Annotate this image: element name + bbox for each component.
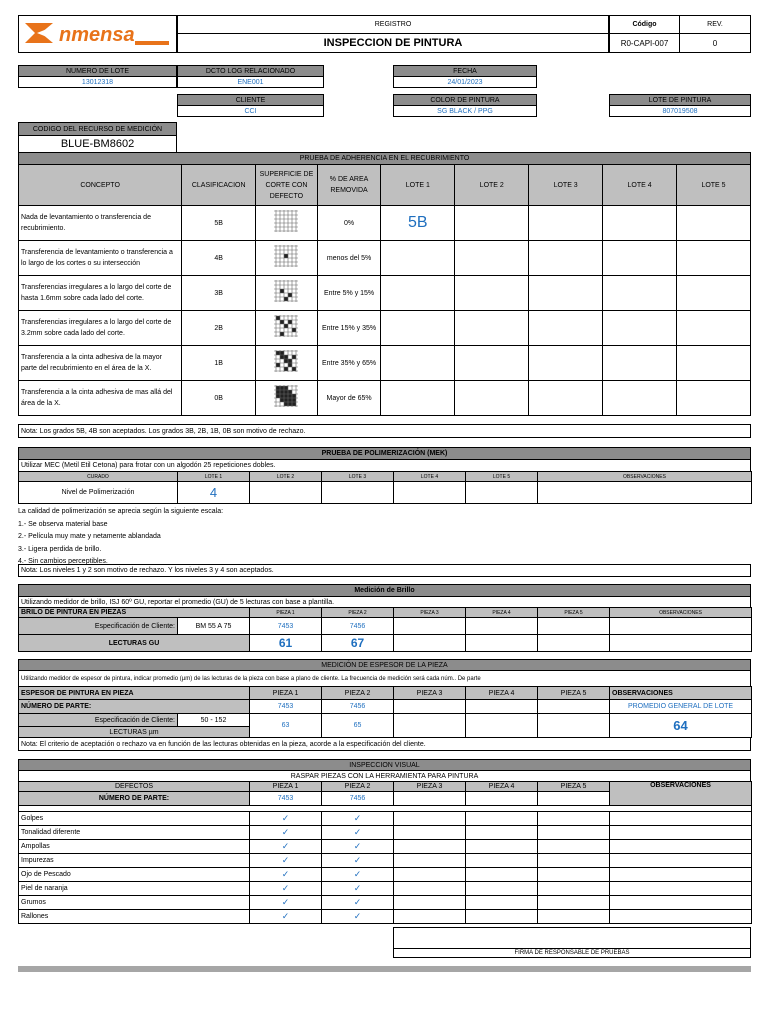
col-pieza-4: PIEZA 4 [466,687,538,700]
escala-intro: La calidad de polimerización se aprecia según la siguiente escala: [18,508,224,515]
defecto-cell[interactable] [610,896,752,910]
defecto-cell[interactable] [394,882,466,896]
color-pintura-value[interactable]: SG BLACK / PPG [393,105,537,117]
codigo-recurso-label: CODIGO DEL RECURSO DE MEDICIÓN [18,122,177,136]
brillo-instruccion: Utilizando medidor de brillo, ISJ 60º GU, reportar el promedio (GU) de 5 lecturas con base a plantilla. [18,596,751,608]
check-icon[interactable]: ✓ [322,840,394,854]
defecto-cell[interactable] [538,868,610,882]
espesor-parte-2[interactable]: 7456 [322,700,394,714]
table-row [19,241,751,276]
footer-bar [18,966,751,972]
defecto-label: Grumos [19,896,250,910]
espesor-numero-parte-label: NÚMERO DE PARTE: [19,700,250,714]
defecto-cell[interactable] [538,840,610,854]
visual-parte-3[interactable] [394,792,466,806]
brillo-lectura-2[interactable]: 67 [322,635,394,652]
col-pieza-1: PIEZA 1 [250,687,322,700]
clasificacion-cell: 5B [182,206,256,241]
clasificacion-cell: 2B [182,311,256,346]
grid-pattern-icon [256,241,318,276]
espesor-parte-3[interactable] [394,700,466,714]
col-lote-1: LOTE 1 [381,165,455,206]
lote-3-cell[interactable] [529,276,603,311]
nivel-lote-5[interactable] [466,482,538,504]
lote-5-cell[interactable] [677,381,751,416]
defecto-cell[interactable] [538,896,610,910]
check-icon[interactable]: ✓ [250,882,322,896]
table-row [19,311,751,346]
defecto-label: Impurezas [19,854,250,868]
brillo-lectura-5[interactable] [538,635,610,652]
nivel-lote-4[interactable] [394,482,466,504]
escala-item: 4.- Sin cambios perceptibles. [18,558,108,565]
col-observaciones: OBSERVACIONES [538,472,752,482]
page-title: INSPECCION DE PINTURA [177,33,609,53]
check-icon[interactable]: ✓ [250,854,322,868]
brillo-lectura-4[interactable] [466,635,538,652]
dcto-value[interactable]: ENE001 [177,76,324,88]
concepto-cell: Nada de levantamiento o transferencia de recubrimiento. [19,206,182,241]
table-row [19,812,752,826]
rev-label: REV. [679,15,751,34]
lote-4-cell[interactable] [603,381,677,416]
col-pieza-4: PIEZA 4 [466,608,538,618]
firma-label: FIRMA DE RESPONSABLE DE PRUEBAS [393,948,751,958]
table-row [19,381,751,416]
col-observaciones: OBSERVACIONES [610,608,752,618]
col-pieza-1: PIEZA 1 [250,782,322,792]
lote-1-result[interactable] [381,276,455,311]
espesor-label: ESPESOR DE PINTURA EN PIEZA [19,687,250,700]
lote-5-cell[interactable] [677,206,751,241]
defecto-cell[interactable] [466,854,538,868]
clasificacion-cell: 1B [182,346,256,381]
table-row [19,868,752,882]
lote-2-cell[interactable] [455,346,529,381]
check-icon[interactable]: ✓ [322,826,394,840]
col-pieza-5: PIEZA 5 [538,608,610,618]
defecto-cell[interactable] [538,826,610,840]
col-defectos: DEFECTOS [19,782,250,792]
adherencia-table [18,164,751,416]
lote-5-cell[interactable] [677,346,751,381]
espesor-parte-1[interactable]: 7453 [250,700,322,714]
grid-pattern-icon [256,311,318,346]
defecto-cell[interactable] [466,882,538,896]
numero-lote-label: NUMERO DE LOTE [18,65,177,77]
col-pieza-2: PIEZA 2 [322,608,394,618]
codigo-label: Código [609,15,680,34]
espesor-instruccion: Utilizando medidor de espesor de pintura, indicar promedio (µm) de las lecturas de la pieza con base a plano de cliente. La frecuencia de medición será cada núm.. De parte [18,670,751,687]
table-row [19,882,752,896]
defecto-label: Golpes [19,812,250,826]
table-row [19,826,752,840]
lote-1-result[interactable] [381,381,455,416]
col-lote-5: LOTE 5 [677,165,751,206]
col-curado: CURADO [19,472,178,482]
lote-4-cell[interactable] [603,206,677,241]
check-icon[interactable]: ✓ [322,896,394,910]
escala-list [18,506,518,569]
clasificacion-cell: 4B [182,241,256,276]
defecto-cell[interactable] [466,826,538,840]
lote-4-cell[interactable] [603,276,677,311]
nivel-observaciones[interactable] [538,482,752,504]
col-lote-5: LOTE 5 [466,472,538,482]
pct-cell: Entre 35% y 65% [317,346,381,381]
codigo-recurso-value[interactable]: BLUE-BM8602 [18,135,177,153]
nivel-lote-3[interactable] [322,482,394,504]
registro-label: REGISTRO [177,15,609,34]
header-logo-cell [18,15,177,53]
visual-parte-4[interactable] [466,792,538,806]
cliente-value[interactable]: CCI [177,105,324,117]
concepto-cell: Transferencia a la cinta adhesiva de la mayor parte del recubrimiento en el área de la X. [19,346,182,381]
nivel-polimerizacion-label: Nivel de Polimerización [19,482,178,504]
col-pieza-2: PIEZA 2 [322,782,394,792]
col-area-removida: % DE AREA REMOVIDA [317,165,381,206]
check-icon[interactable]: ✓ [250,910,322,924]
brillo-parte-1[interactable]: 7453 [250,618,322,635]
table-row [19,896,752,910]
brillo-lectura-3[interactable] [394,635,466,652]
visual-parte-5[interactable] [538,792,610,806]
numero-lote-value[interactable]: 13012318 [18,76,177,88]
table-row [19,840,752,854]
svg-text:nmensa: nmensa [59,24,135,46]
lote-4-cell[interactable] [603,346,677,381]
espesor-lectura-2[interactable]: 65 [322,714,394,738]
escala-item: 1.- Se observa material base [18,520,108,528]
defecto-cell[interactable] [466,896,538,910]
lote-2-cell[interactable] [455,206,529,241]
defecto-cell[interactable] [394,812,466,826]
lote-4-cell[interactable] [603,311,677,346]
defecto-label: Rallones [19,910,250,924]
brillo-espec-label: Especificación de Cliente: [19,618,178,635]
brillo-title: Medición de Brillo [18,584,751,597]
defecto-cell[interactable] [610,882,752,896]
dcto-label: DCTO LOG RELACIONADO [177,65,324,77]
defecto-cell[interactable] [538,812,610,826]
pct-cell: Entre 5% y 15% [317,276,381,311]
table-row [19,276,751,311]
espesor-table [18,686,752,738]
col-lote-3: LOTE 3 [529,165,603,206]
pct-cell: Mayor de 65% [317,381,381,416]
codigo-value: R0-CAPI-007 [609,33,680,53]
visual-parte-1[interactable]: 7453 [250,792,322,806]
col-observaciones: OBSERVACIONES [610,687,752,700]
visual-parte-2[interactable]: 7456 [322,792,394,806]
defecto-cell[interactable] [610,910,752,924]
adherencia-title: PRUEBA DE ADHERENCIA EN EL RECUBRIMIENTO [18,152,751,165]
espesor-lectura-5[interactable] [538,714,610,738]
table-row [19,854,752,868]
espesor-title: MEDICIÓN DE ESPESOR DE LA PIEZA [18,659,751,671]
espesor-parte-4[interactable] [466,700,538,714]
brillo-lectura-obs[interactable] [610,635,752,652]
espesor-espec-value: 50 - 152 [178,714,250,727]
table-row [19,206,751,241]
adherencia-nota: Nota: Los grados 5B, 4B son aceptados. Los grados 3B, 2B, 1B, 0B son motivo de rechazo. [18,424,751,438]
clasificacion-cell: 3B [182,276,256,311]
check-icon[interactable]: ✓ [250,896,322,910]
check-icon[interactable]: ✓ [322,868,394,882]
lote-5-cell[interactable] [677,311,751,346]
col-pieza-4: PIEZA 4 [466,782,538,792]
concepto-cell: Transferencia de levantamiento o transferencia a lo largo de los cortes o su intersección [19,241,182,276]
nivel-lote-2[interactable] [250,482,322,504]
lote-2-cell[interactable] [455,276,529,311]
visual-title: INSPECCION VISUAL [18,759,751,771]
fecha-label: FECHA [393,65,537,77]
defecto-cell[interactable] [466,868,538,882]
col-pieza-5: PIEZA 5 [538,687,610,700]
defecto-cell[interactable] [538,882,610,896]
lote-1-result[interactable]: 5B [381,206,455,241]
lote-2-cell[interactable] [455,241,529,276]
lote-4-cell[interactable] [603,241,677,276]
check-icon[interactable]: ✓ [250,868,322,882]
visual-table [18,781,752,924]
col-pieza-5: PIEZA 5 [538,782,610,792]
col-pieza-3: PIEZA 3 [394,782,466,792]
lote-pintura-value[interactable]: 807019508 [609,105,751,117]
col-pieza-3: PIEZA 3 [394,608,466,618]
defecto-cell[interactable] [610,854,752,868]
check-icon[interactable]: ✓ [322,812,394,826]
col-superficie: SUPERFICIE DE CORTE CON DEFECTO [256,165,318,206]
defecto-cell[interactable] [394,868,466,882]
check-icon[interactable]: ✓ [322,854,394,868]
lote-pintura-label: LOTE DE PINTURA [609,94,751,106]
polimerizacion-nota: Nota: Los niveles 1 y 2 son motivo de rechazo. Y los niveles 3 y 4 son aceptados. [18,564,751,577]
pct-cell: menos del 5% [317,241,381,276]
pct-cell: 0% [317,206,381,241]
promedio-general-label: PROMEDIO GENERAL DE LOTE [610,700,752,714]
concepto-cell: Transferencias irregulares a lo largo del corte de hasta 1.6mm sobre cada lado del corte. [19,276,182,311]
brillo-label: BRILO DE PINTURA EN PIEZAS [19,608,250,618]
brillo-parte-3[interactable] [394,618,466,635]
defecto-cell[interactable] [610,868,752,882]
defecto-cell[interactable] [394,854,466,868]
col-lote-4: LOTE 4 [394,472,466,482]
espesor-espec-label: Especificación de Cliente: [19,714,178,727]
defecto-cell[interactable] [610,812,752,826]
visual-subtitle: RASPAR PIEZAS CON LA HERRAMIENTA PARA PINTURA [18,770,751,782]
escala-item: 2.- Película muy mate y netamente ablandada [18,533,161,540]
brillo-espec-value: BM 55 A 75 [178,618,250,635]
col-concepto: CONCEPTO [19,165,182,206]
defecto-cell[interactable] [394,896,466,910]
polimerizacion-instruccion: Utilizar MEC (Metil Etil Cetona) para frotar con un algodón 25 repeticiones dobles. [18,459,751,472]
visual-numero-parte-label: NÚMERO DE PARTE: [19,792,250,806]
col-lote-4: LOTE 4 [603,165,677,206]
lote-1-result[interactable] [381,346,455,381]
col-lote-3: LOTE 3 [322,472,394,482]
color-pintura-label: COLOR DE PINTURA [393,94,537,106]
espesor-lectura-3[interactable] [394,714,466,738]
lote-3-cell[interactable] [529,241,603,276]
brillo-lecturas-label: LECTURAS GU [19,635,250,652]
col-pieza-3: PIEZA 3 [394,687,466,700]
col-lote-2: LOTE 2 [250,472,322,482]
escala-item: 3.- Ligera perdida de brillo. [18,545,102,553]
defecto-label: Tonalidad diferente [19,826,250,840]
brillo-parte-4[interactable] [466,618,538,635]
lote-1-result[interactable] [381,311,455,346]
brillo-parte-2[interactable]: 7456 [322,618,394,635]
table-row [19,346,751,381]
brillo-lectura-1[interactable]: 61 [250,635,322,652]
lote-5-cell[interactable] [677,241,751,276]
lote-3-cell[interactable] [529,311,603,346]
lote-5-cell[interactable] [677,276,751,311]
check-icon[interactable]: ✓ [322,910,394,924]
defecto-cell[interactable] [394,826,466,840]
concepto-cell: Transferencias irregulares a lo largo del corte de 3.2mm sobre cada lado del corte. [19,311,182,346]
lote-2-cell[interactable] [455,381,529,416]
lote-3-cell[interactable] [529,346,603,381]
nmensa-logo [23,19,173,49]
col-pieza-1: PIEZA 1 [250,608,322,618]
brillo-table [18,607,752,652]
col-clasificacion: CLASIFICACION [182,165,256,206]
polimerizacion-table [18,471,752,504]
defecto-cell[interactable] [610,840,752,854]
grid-pattern-icon [256,276,318,311]
espesor-lectura-4[interactable] [466,714,538,738]
col-pieza-2: PIEZA 2 [322,687,394,700]
espesor-lectura-1[interactable]: 63 [250,714,322,738]
col-lote-2: LOTE 2 [455,165,529,206]
grid-pattern-icon [256,381,318,416]
check-icon[interactable]: ✓ [250,812,322,826]
lote-3-cell[interactable] [529,206,603,241]
defecto-cell[interactable] [466,812,538,826]
pct-cell: Entre 15% y 35% [317,311,381,346]
grid-pattern-icon [256,206,318,241]
check-icon[interactable]: ✓ [250,840,322,854]
defecto-cell[interactable] [466,840,538,854]
lote-1-result[interactable] [381,241,455,276]
defecto-label: Ojo de Pescado [19,868,250,882]
defecto-cell[interactable] [466,910,538,924]
firma-box[interactable] [393,927,751,949]
espesor-nota: Nota: El criterio de aceptación o rechazo va en función de las lecturas obtenidas en la pieza, acorde a la especificación del cliente. [18,737,751,751]
clasificacion-cell: 0B [182,381,256,416]
col-observaciones: OBSERVACIONES [610,782,752,806]
nivel-lote-1[interactable]: 4 [178,482,250,504]
brillo-observaciones[interactable] [610,618,752,635]
defecto-cell[interactable] [538,854,610,868]
concepto-cell: Transferencia a la cinta adhesiva de mas allá del área de la X. [19,381,182,416]
rev-value: 0 [679,33,751,53]
defecto-cell[interactable] [538,910,610,924]
col-lote-1: LOTE 1 [178,472,250,482]
defecto-cell[interactable] [394,840,466,854]
defecto-label: Piel de naranja [19,882,250,896]
grid-pattern-icon [256,346,318,381]
lote-3-cell[interactable] [529,381,603,416]
fecha-value[interactable]: 24/01/2023 [393,76,537,88]
table-row [19,910,752,924]
brillo-parte-5[interactable] [538,618,610,635]
promedio-general-value[interactable]: 64 [610,714,752,738]
defecto-cell[interactable] [610,826,752,840]
check-icon[interactable]: ✓ [322,882,394,896]
espesor-parte-5[interactable] [538,700,610,714]
defecto-cell[interactable] [394,910,466,924]
check-icon[interactable]: ✓ [250,826,322,840]
lote-2-cell[interactable] [455,311,529,346]
defecto-label: Ampollas [19,840,250,854]
espesor-lecturas-label: LECTURAS µm [19,727,250,738]
polimerizacion-title: PRUEBA DE POLIMERIZACIÓN (MEK) [18,447,751,460]
cliente-label: CLIENTE [177,94,324,106]
